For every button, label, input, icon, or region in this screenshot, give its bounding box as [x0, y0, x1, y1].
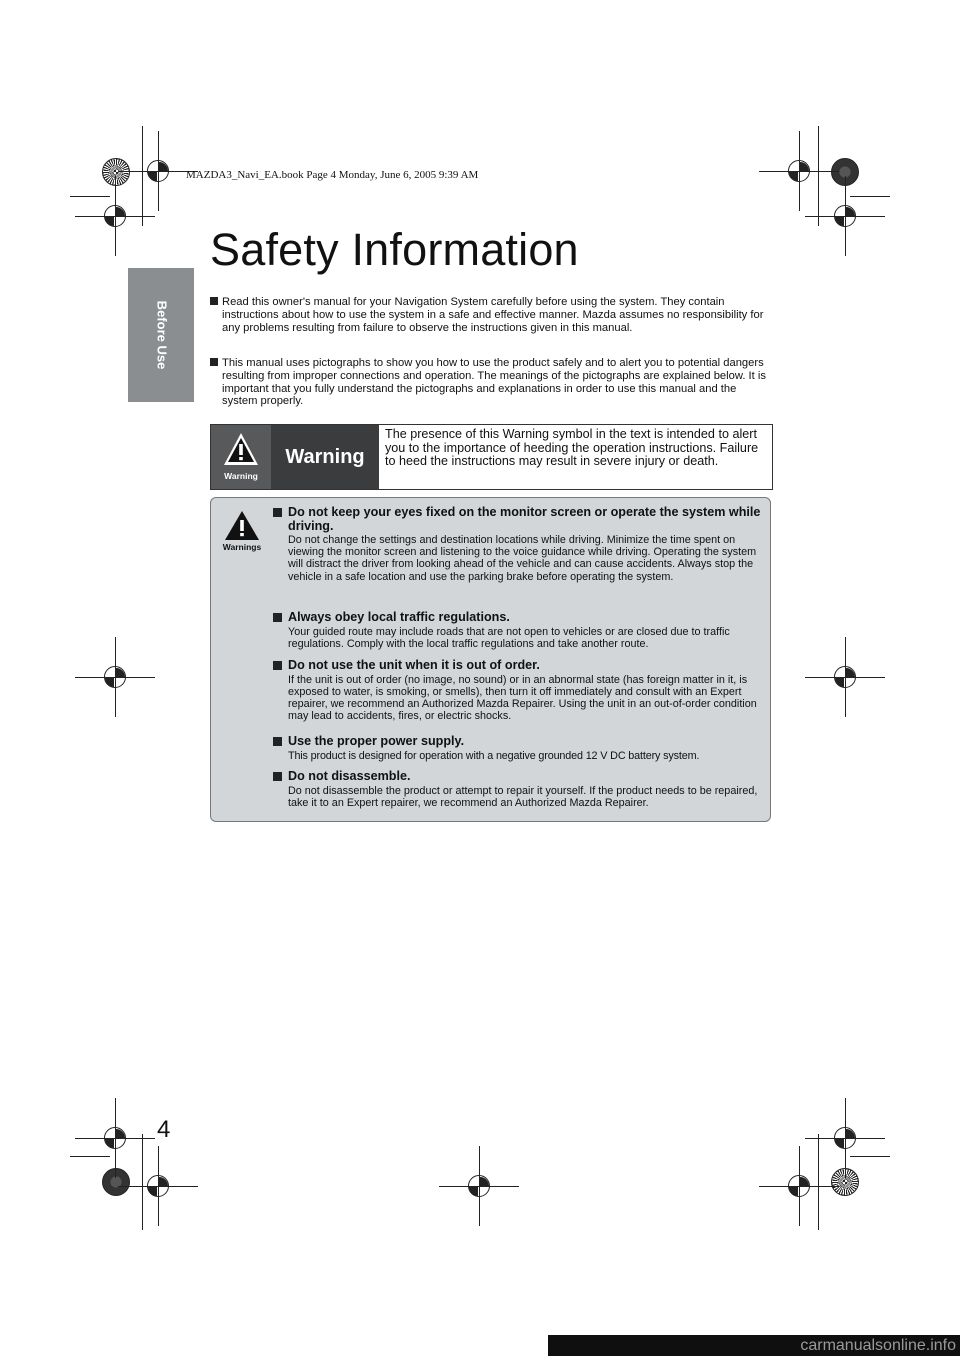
- warning-word: Warning: [285, 445, 365, 468]
- warning-item: [273, 611, 763, 650]
- bullet-square-icon: [210, 358, 218, 366]
- warning-item-title: Do not keep your eyes fixed on the monitor screen or operate the system while driving.: [288, 505, 761, 533]
- warning-item: [273, 659, 763, 722]
- warning-item: [273, 506, 763, 583]
- warning-word-cell: [271, 425, 379, 489]
- bullet-square-icon: [273, 613, 282, 622]
- section-side-tab: [128, 268, 194, 402]
- bullet-square-icon: [273, 772, 282, 781]
- warning-item-title: Always obey local traffic regulations.: [288, 610, 510, 624]
- warning-item-title: Use the proper power supply.: [288, 734, 465, 748]
- solid-disc-mark-icon: [102, 1168, 130, 1196]
- page-number: 4: [157, 1116, 171, 1143]
- warning-item: [273, 770, 763, 809]
- page-title: Safety Information: [210, 224, 579, 275]
- warning-item-body: Do not change the settings and destination locations while driving. Minimize the time spent on viewing the monitor screen and listening to the voice guidance while driving. Operating the system will distract the driver from looking ahead of the vehicle and can cause accidents. Always stop the vehicle in a safe location and use the parking brake before operating the system.: [288, 534, 757, 583]
- warning-symbol-legend: [210, 424, 773, 490]
- warning-icon-cell: [211, 425, 271, 489]
- warning-triangle-icon: [221, 508, 263, 542]
- warnings-panel: [210, 497, 771, 822]
- warning-item-body: If the unit is out of order (no image, no sound) or in an abnormal state (has foreign matter in it, is exposed to water, is smoking, or smells), then turn it off immediately and consult with an Expert repairer, we recommend an Authorized Mazda Repairer. Using the unit in an out-of-order condition may lead to accidents, fires, or electric shocks.: [288, 673, 757, 723]
- warning-item: [273, 735, 763, 762]
- intro-paragraph-1: Read this owner's manual for your Navigation System carefully before using the system. They contain instructions about how to use the system in a safe and effective manner. Mazda assumes no responsibility for any problems resulting from failure to observe the instructions given in this manual.: [210, 296, 770, 334]
- warnings-icon: [221, 508, 263, 552]
- warning-item-title: Do not disassemble.: [288, 769, 411, 783]
- bullet-square-icon: [273, 737, 282, 746]
- bullet-square-icon: [273, 508, 282, 517]
- bullet-square-icon: [210, 297, 218, 305]
- bullet-square-icon: [273, 661, 282, 670]
- starburst-mark-icon: [102, 158, 130, 186]
- warning-description: The presence of this Warning symbol in the text is intended to alert you to the importance of heeding the operation instructions. Failure to heed the instructions may result in severe injury or death.: [385, 427, 759, 469]
- warning-item-body: Do not disassemble the product or attempt to repair it yourself. If the product needs to be repaired, take it to an Expert repairer, we recommend an Authorized Mazda Repairer.: [288, 784, 758, 809]
- warning-icon-label: Warning: [224, 471, 258, 481]
- warning-item-title: Do not use the unit when it is out of order.: [288, 658, 540, 672]
- warnings-icon-label: Warnings: [222, 542, 262, 552]
- side-tab-label: Before Use: [154, 300, 170, 370]
- book-header-stamp: MAZDA3_Navi_EA.book Page 4 Monday, June 6, 2005 9:39 AM: [186, 169, 479, 181]
- intro-paragraph-2: This manual uses pictographs to show you how to use the product safely and to alert you to potential dangers resulting from improper connections and operation. The meanings of the pictographs are explained below. It is important that you fully understand the pictographs and explanations in order to use this manual and the system properly.: [210, 357, 770, 408]
- warning-item-body: This product is designed for operation with a negative grounded 12 V DC battery system.: [288, 749, 700, 762]
- watermark: carmanualsonline.info: [548, 1335, 960, 1356]
- warning-item-body: Your guided route may include roads that are not open to vehicles or are closed due to traffic regulations. Comply with the local traffic regulations and take another route.: [288, 625, 730, 650]
